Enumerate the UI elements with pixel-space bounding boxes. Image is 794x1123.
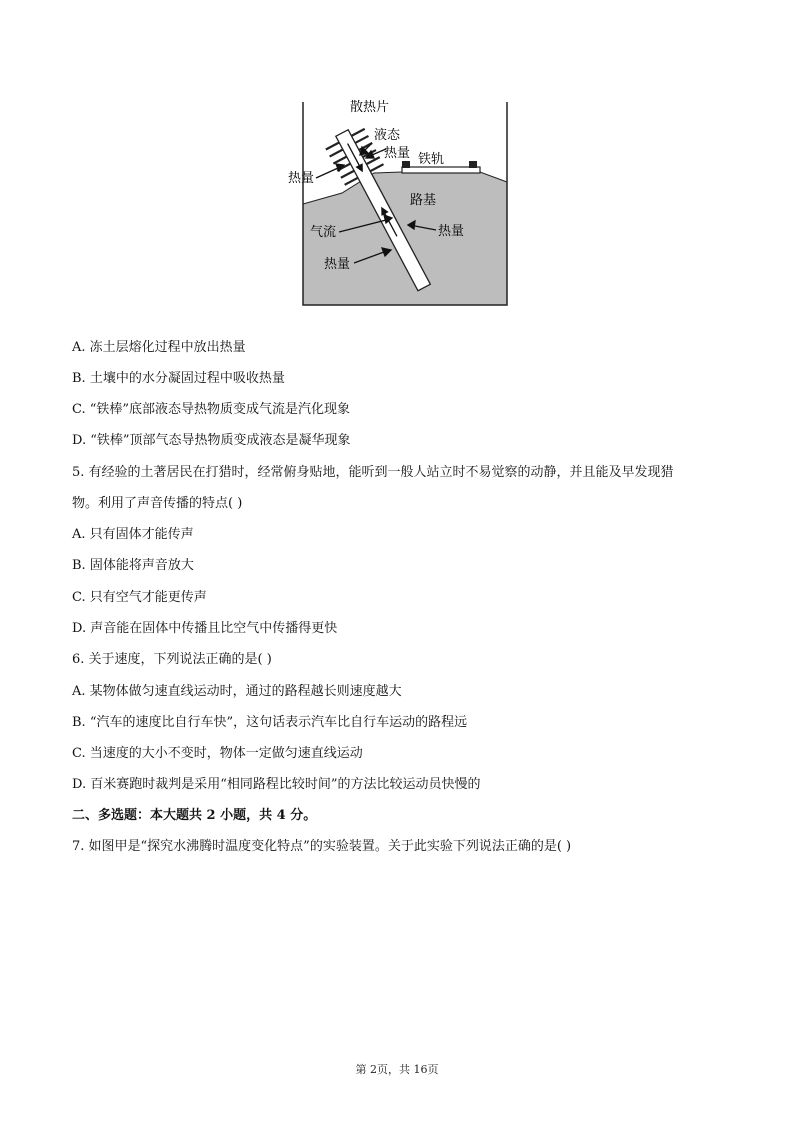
label-rail: 铁轨 bbox=[418, 152, 445, 167]
q5-option-b: B. 固体能将声音放大 bbox=[72, 558, 194, 573]
q6-option-d: D. 百米赛跑时裁判是采用“相同路程比较时间”的方法比较运动员快慢的 bbox=[72, 777, 481, 792]
rail-bar bbox=[402, 167, 480, 173]
q4-option-a: A. 冻土层熔化过程中放出热量 bbox=[72, 340, 246, 355]
q6-stem: 6. 关于速度，下列说法正确的是( ) bbox=[72, 652, 272, 667]
q5-stem-line1: 5. 有经验的土著居民在打猎时，经常俯身贴地，能听到一般人站立时不易觉察的动静，并且能及早发现猎 bbox=[72, 465, 674, 480]
frozen-soil-heat-pipe-diagram bbox=[288, 100, 508, 306]
q6-option-c: C. 当速度的大小不变时，物体一定做匀速直线运动 bbox=[72, 746, 363, 761]
q4-option-b: B. 土壤中的水分凝固过程中吸收热量 bbox=[72, 371, 285, 386]
q5-option-c: C. 只有空气才能更传声 bbox=[72, 590, 207, 605]
q4-option-c: C. “铁棒”底部液态导热物质变成气流是汽化现象 bbox=[72, 402, 351, 417]
label-roadbed: 路基 bbox=[410, 193, 437, 208]
rail-block-left bbox=[402, 161, 410, 168]
q5-option-d: D. 声音能在固体中传播且比空气中传播得更快 bbox=[72, 621, 338, 636]
label-heat-right: 热量 bbox=[438, 224, 465, 239]
label-liquid: 液态 bbox=[374, 128, 401, 143]
label-airflow: 气流 bbox=[310, 225, 337, 240]
label-heat-top: 热量 bbox=[384, 146, 411, 161]
q6-option-b: B. “汽车的速度比自行车快”，这句话表示汽车比自行车运动的路程远 bbox=[72, 715, 468, 730]
section2-heading: 二、多选题：本大题共 2 小题，共 4 分。 bbox=[72, 808, 317, 823]
q5-option-a: A. 只有固体才能传声 bbox=[72, 527, 194, 542]
label-heat-bottom: 热量 bbox=[324, 257, 351, 272]
q4-option-d: D. “铁棒”顶部气态导热物质变成液态是凝华现象 bbox=[72, 433, 351, 448]
label-heat-left: 热量 bbox=[288, 171, 315, 186]
q5-stem-line2: 物。利用了声音传播的特点( ) bbox=[72, 496, 243, 511]
rail-block-right bbox=[469, 161, 477, 168]
q7-stem: 7. 如图甲是“探究水沸腾时温度变化特点”的实验装置。关于此实验下列说法正确的是( ) bbox=[72, 839, 572, 854]
label-radiator: 散热片 bbox=[350, 100, 390, 115]
page-footer: 第 2页，共 16页 bbox=[355, 1063, 439, 1076]
q6-option-a: A. 某物体做匀速直线运动时，通过的路程越长则速度越大 bbox=[72, 684, 402, 699]
